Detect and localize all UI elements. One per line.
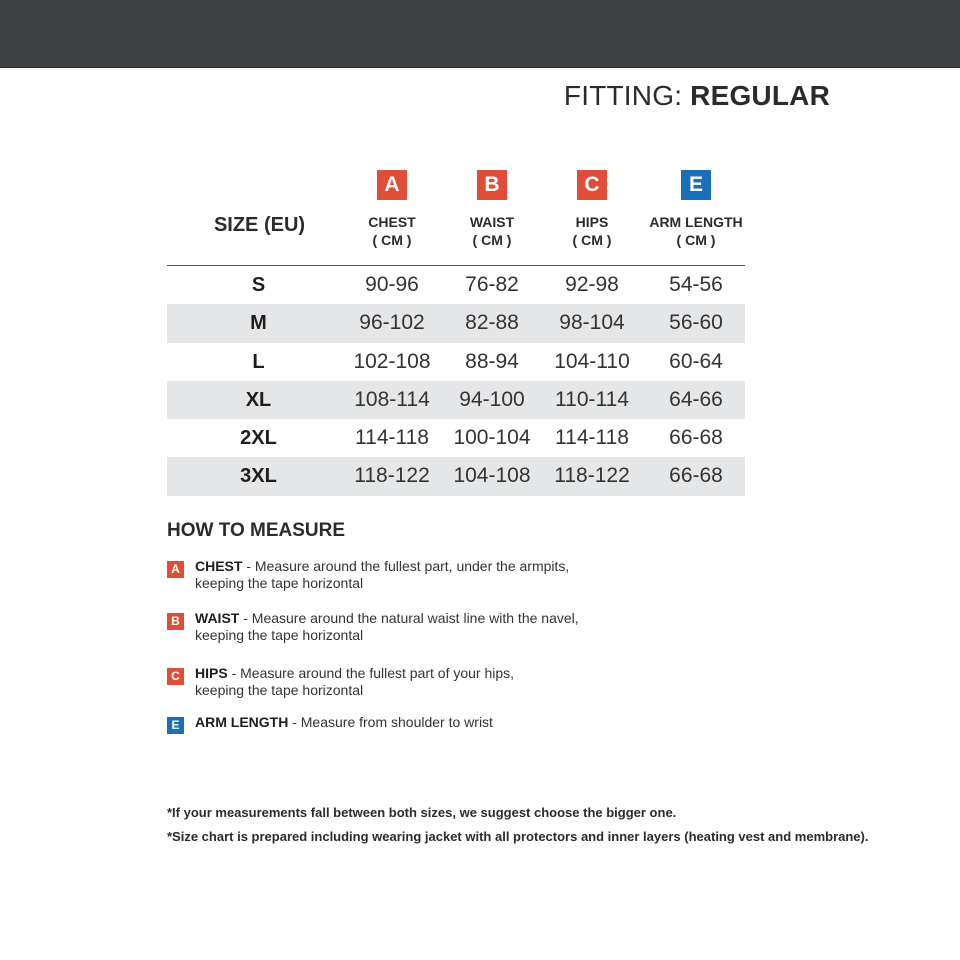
waist-cell: 94-100 — [459, 387, 525, 411]
fitting-value: REGULAR — [690, 80, 830, 111]
badge-b-icon: B — [167, 613, 184, 630]
waist-cell: 76-82 — [465, 273, 519, 296]
measure-term: WAIST — [195, 610, 240, 626]
column-unit: ( CM ) — [572, 232, 612, 248]
measure-description-cont: keeping the tape horizontal — [195, 575, 364, 591]
table-row — [167, 304, 745, 342]
arm-length-cell: 66-68 — [669, 464, 723, 488]
measure-description: - Measure from shoulder to wrist — [288, 714, 493, 730]
hips-cell: 98-104 — [559, 311, 625, 335]
hips-cell: 114-118 — [555, 426, 629, 450]
chest-cell: 96-102 — [359, 311, 425, 335]
badge-e-icon: E — [167, 717, 184, 734]
column-unit: ( CM ) — [676, 232, 716, 248]
column-header-chest — [337, 170, 447, 249]
column-name: CHEST — [368, 214, 416, 230]
size-cell: M — [250, 312, 267, 335]
size-cell: 2XL — [240, 427, 277, 450]
table-row — [167, 381, 745, 419]
arm-length-cell: 64-66 — [669, 387, 723, 411]
table-row — [167, 419, 745, 457]
top-banner — [0, 0, 960, 68]
size-cell: 3XL — [240, 465, 277, 488]
footnote-size-advice: *If your measurements fall between both sizes, we suggest choose the bigger one. — [167, 805, 677, 820]
chest-cell: 118-122 — [354, 464, 430, 488]
hips-cell: 118-122 — [554, 464, 630, 488]
hips-cell: 110-114 — [555, 387, 629, 411]
hips-cell: 104-110 — [554, 349, 630, 373]
chest-cell: 102-108 — [353, 349, 431, 373]
column-header-arm-length — [641, 170, 751, 249]
how-to-measure-title: HOW TO MEASURE — [167, 520, 346, 541]
hips-cell: 92-98 — [565, 273, 619, 296]
chest-cell: 114-118 — [355, 426, 429, 450]
column-unit: ( CM ) — [472, 232, 512, 248]
fitting-title — [564, 80, 830, 112]
measure-description-cont: keeping the tape horizontal — [195, 682, 364, 698]
column-name: ARM LENGTH — [649, 214, 743, 230]
column-header-hips — [537, 170, 647, 249]
measure-description: - Measure around the fullest part of your hips, — [227, 665, 515, 681]
arm-length-cell: 56-60 — [669, 311, 723, 335]
badge-b-icon: B — [477, 170, 507, 200]
size-table — [167, 266, 745, 496]
table-row — [167, 266, 745, 304]
chest-cell: 108-114 — [354, 387, 430, 411]
measure-term: ARM LENGTH — [195, 714, 289, 730]
waist-cell: 104-108 — [453, 464, 531, 488]
column-name: HIPS — [575, 214, 609, 230]
size-cell: S — [251, 274, 266, 296]
badge-c-icon: C — [167, 668, 184, 685]
badge-a-icon: A — [377, 170, 407, 200]
measure-term: CHEST — [195, 558, 243, 574]
column-name: WAIST — [469, 214, 515, 230]
size-cell: XL — [245, 388, 272, 411]
waist-cell: 100-104 — [453, 426, 531, 450]
badge-a-icon: A — [167, 561, 184, 578]
badge-c-icon: C — [577, 170, 607, 200]
table-row — [167, 343, 745, 381]
measure-description: - Measure around the natural waist line with the navel, — [239, 610, 579, 626]
column-header-waist — [437, 170, 547, 249]
footnote-layers: *Size chart is prepared including wearing jacket with all protectors and inner layers (heating vest and membrane). — [167, 829, 869, 844]
arm-length-cell: 60-64 — [669, 349, 723, 373]
measure-description-cont: keeping the tape horizontal — [195, 627, 364, 643]
badge-e-icon: E — [681, 170, 711, 200]
waist-cell: 82-88 — [465, 311, 519, 335]
measure-term: HIPS — [195, 665, 228, 681]
waist-cell: 88-94 — [465, 349, 519, 373]
size-cell: L — [252, 350, 265, 373]
measure-description: - Measure around the fullest part, under the armpits, — [242, 558, 570, 574]
arm-length-cell: 54-56 — [669, 273, 723, 296]
chest-cell: 90-96 — [365, 273, 419, 296]
fitting-label: FITTING: — [563, 80, 683, 111]
size-column-header: SIZE (EU) — [213, 214, 306, 236]
arm-length-cell: 66-68 — [669, 426, 723, 450]
table-row — [167, 457, 745, 495]
column-unit: ( CM ) — [372, 232, 412, 248]
